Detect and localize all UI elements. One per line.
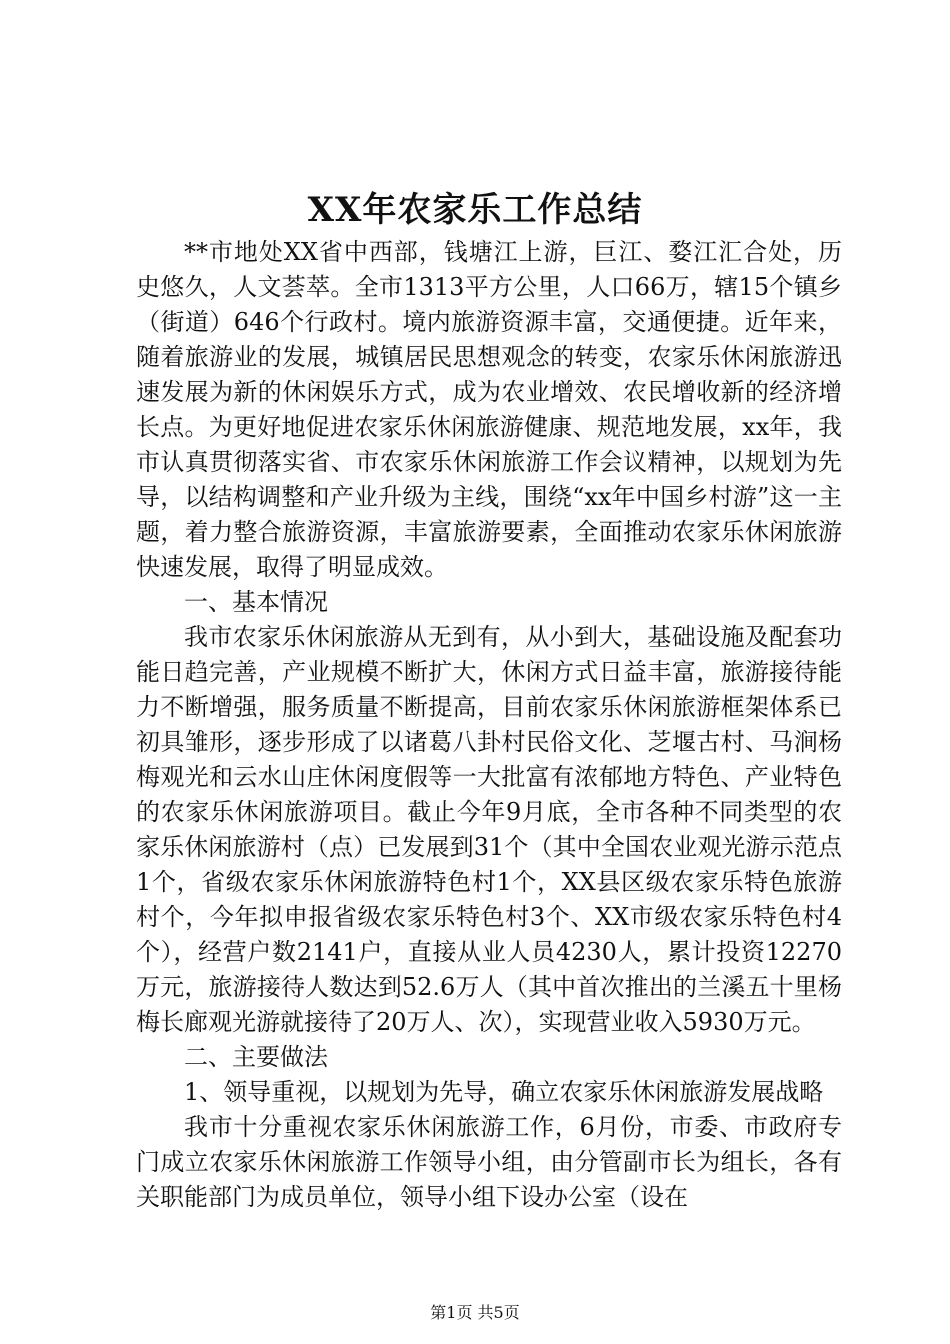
page-footer: 第1页 共5页 [430,1303,520,1322]
paragraph-basic-situation: 我市农家乐休闲旅游从无到有，从小到大，基础设施及配套功能日趋完善，产业规模不断扩大，休闲方式日益丰富，旅游接待能力不断增强，服务质量不断提高，目前农家乐休闲旅游框架体系已初具雏形，逐步形成了以诸葛八卦村民俗文化、芝堰古村、马涧杨梅观光和云水山庄休闲度假等一大批富有浓郁地方特色、产业特色的农家乐休闲旅游项目。截止今年9月底，全市各种不同类型的农家乐休闲旅游村（点）已发展到31个（其中全国农业观光游示范点1个，省级农家乐休闲旅游特色村1个，XX县区级农家乐特色旅游村个，今年拟申报省级农家乐特色村3个、XX市级农家乐特色村4个），经营户数2141户，直接从业人员4230人，累计投资12270万元，旅游接待人数达到52.6万人（其中首次推出的兰溪五十里杨梅长廊观光游就接待了20万人、次），实现营业收入5930万元。 [136,623,842,1036]
section-heading-main-practices: 二、主要做法 [184,1043,328,1071]
paragraph-intro: **市地处XX省中西部，钱塘江上游，巨江、婺江汇合处，历史悠久，人文荟萃。全市1313平方公里，人口66万，辖15个镇乡（街道）646个行政村。境内旅游资源丰富，交通便捷。近年来，随着旅游业的发展，城镇居民思想观念的转变，农家乐休闲旅游迅速发展为新的休闲娱乐方式，成为农业增效、农民增收新的经济增长点。为更好地促进农家乐休闲旅游健康、规范地发展，xx年，我市认真贯彻落实省、市农家乐休闲旅游工作会议精神，以规划为先导，以结构调整和产业升级为主线，围绕“xx年中国乡村游”这一主题，着力整合旅游资源，丰富旅游要素，全面推动农家乐休闲旅游快速发展，取得了明显成效。 [136,238,842,581]
document-body [136,235,842,1215]
paragraph-leadership: 我市十分重视农家乐休闲旅游工作，6月份，市委、市政府专门成立农家乐休闲旅游工作领导小组，由分管副市长为组长，各有关职能部门为成员单位，领导小组下设办公室（设在 [136,1113,842,1211]
document-title: XX年农家乐工作总结 [307,190,643,230]
subheading-leadership-planning: 1、领导重视，以规划为先导，确立农家乐休闲旅游发展战略 [184,1078,824,1106]
section-heading-basic-situation: 一、基本情况 [184,588,328,616]
